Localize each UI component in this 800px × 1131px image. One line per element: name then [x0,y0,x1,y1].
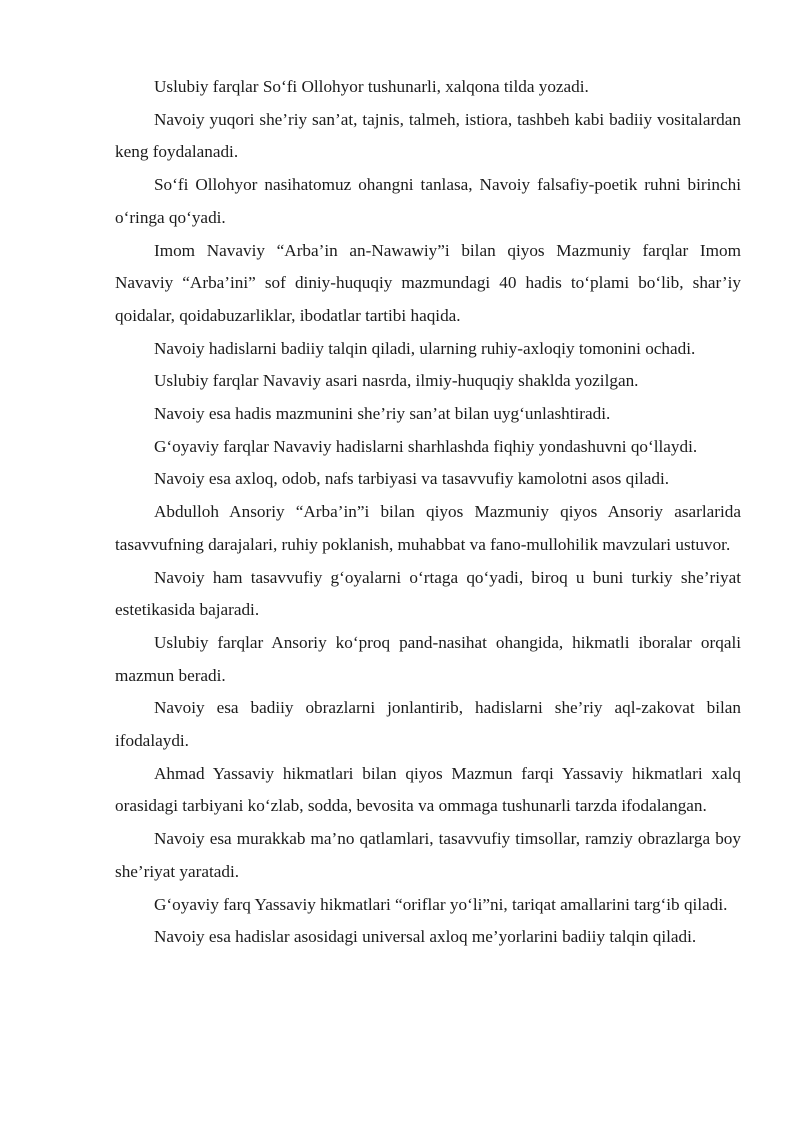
paragraph: Navoiy ham tasavvufiy g‘oyalarni o‘rtaga qo‘yadi, biroq u buni turkiy she’riyat estetikasida bajaradi. [115,567,741,620]
paragraph: Navoiy esa murakkab ma’no qatlamlari, tasavvufiy timsollar, ramziy obrazlarga boy she’riyat yaratadi. [115,829,741,881]
paragraph: G‘oyaviy farqlar Navaviy hadislarni sharhlashda fiqhiy yondashuvni qo‘llaydi. [154,436,698,456]
paragraph: Uslubiy farqlar Navaviy asari nasrda, ilmiy-huquqiy shaklda yozilgan. [154,371,639,391]
paragraph: Imom Navaviy “Arba’in an-Nawawiy”i bilan qiyos Mazmuniy farqlar Imom Navaviy “Arba’ini” sof diniy-huquqiy mazmundagi 40 hadis to‘plami bo‘lib, shar’iy qoidalar, qoidabuzarliklar, ibodatlar tartibi haqida. [115,240,741,325]
paragraph: Uslubiy farqlar Ansoriy ko‘proq pand-nasihat ohangida, hikmatli iboralar orqali mazmun beradi. [115,632,741,685]
paragraph: Navoiy hadislarni badiiy talqin qiladi, ularning ruhiy-axloqiy tomonini ochadi. [154,338,696,358]
paragraph: Navoiy esa hadislar asosidagi universal axloq me’yorlarini badiiy talqin qiladi. [154,927,697,947]
body-text [115,71,741,954]
paragraph: Ahmad Yassaviy hikmatlari bilan qiyos Mazmun farqi Yassaviy hikmatlari xalq orasidagi tarbiyani ko‘zlab, sodda, bevosita va ommaga tushunarli tarzda ifodalangan. [115,763,741,816]
paragraph: G‘oyaviy farq Yassaviy hikmatlari “oriflar yo‘li”ni, tariqat amallarini targ‘ib qiladi. [154,894,728,914]
paragraph: Navoiy yuqori she’riy san’at, tajnis, talmeh, istiora, tashbeh kabi badiiy vositalardan keng foydalanadi. [115,109,741,162]
paragraph: Uslubiy farqlar So‘fi Ollohyor tushunarli, xalqona tilda yozadi. [154,77,589,96]
paragraph: So‘fi Ollohyor nasihatomuz ohangni tanlasa, Navoiy falsafiy-poetik ruhni birinchi o‘ringa qo‘yadi. [115,175,741,227]
paragraph: Abdulloh Ansoriy “Arba’in”i bilan qiyos Mazmuniy qiyos Ansoriy asarlarida tasavvufning darajalari, ruhiy poklanish, muhabbat va fano-mullohilik mavzulari ustuvor. [115,502,741,554]
paragraph: Navoiy esa hadis mazmunini she’riy san’at bilan uyg‘unlashtiradi. [154,404,611,424]
paragraph: Navoiy esa badiiy obrazlarni jonlantirib, hadislarni she’riy aql-zakovat bilan ifodalaydi. [115,698,741,751]
paragraph: Navoiy esa axloq, odob, nafs tarbiyasi va tasavvufiy kamolotni asos qiladi. [154,469,670,489]
